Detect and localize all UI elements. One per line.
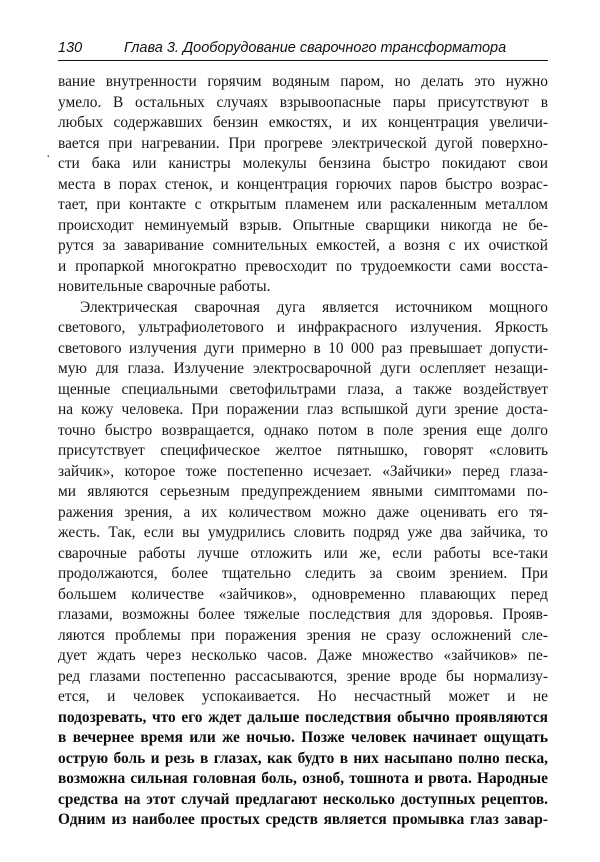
- text-line: на кожу человека. При поражении глаз вспышкой дуги зрение доста-: [58, 401, 548, 418]
- text-line: новительные сварочные работы.: [58, 278, 271, 295]
- text-line: происходит неминуемый взрыв. Опытные сварщики никогда не бе-: [58, 216, 548, 234]
- text-line: щенные специальными светофильтрами глаза, а также воздействует: [58, 380, 548, 398]
- text-line: вание внутренности горячим водяным паром, но делать это нужно: [58, 73, 548, 90]
- text-line: сти бака или канистры молекулы бензина быстро покидают свои: [58, 155, 548, 172]
- text-line: подозревать, что его ждет дальше последствия обычно проявляются: [58, 708, 548, 726]
- text-line: и пропаркой многократно превосходит по трудоемкости сами восста-: [58, 257, 548, 275]
- chapter-title: Глава 3. Дооборудование сварочного трансформатора: [124, 40, 507, 56]
- text-line: любых содержавших бензин емкостях, и их концентрация увеличи-: [58, 114, 548, 131]
- text-line: средства на этот случай предлагают несколько доступных рецептов.: [58, 790, 548, 808]
- text-line: в вечернее время или же ночью. Позже человек начинает ощущать: [58, 729, 548, 746]
- text-line: жесть. Так, если вы умудрились словить подряд уже два зайчика, то: [58, 524, 548, 541]
- text-line: сварочные работы лучше отложить или же, если работы все-таки: [58, 544, 548, 562]
- text-line: возможна сильная головная боль, озноб, тошнота и рвота. Народные: [58, 770, 548, 787]
- text-line: светового излучения дуги примерно в 10 000 раз превышает допусти-: [58, 339, 548, 357]
- text-line: продолжаются, более тщательно следить за своим зрением. При: [58, 565, 548, 582]
- text-line: ми являются серьезным предупреждением явными симптомами по-: [58, 483, 548, 500]
- text-line: мую для глаза. Излучение электросварочной дуги ослепляет незащи-: [58, 360, 548, 377]
- text-line: вается при нагревании. При прогреве электрической дугой поверхно-: [58, 134, 548, 152]
- margin-mark: ·: [46, 150, 51, 165]
- text-line: точно быстро возвращается, однако потом в поле зрения еще долго: [58, 421, 548, 439]
- text-line: зайчик», которое тоже постепенно исчезает. «Зайчики» перед глаза-: [58, 462, 548, 480]
- paragraph-2: [58, 298, 548, 831]
- text-line: умело. В остальных случаях взрывоопасные пары присутствуют в: [58, 93, 548, 111]
- text-line: рутся за заваривание сомнительных емкостей, а возня с их очисткой: [58, 237, 548, 254]
- text-line: места в порах стенок, и концентрация горючих паров быстро возрас-: [58, 175, 548, 193]
- header-rule: [58, 60, 548, 61]
- text-line: ред глазами постепенно рассасываются, зрение вроде бы нормализу-: [58, 667, 548, 685]
- text-line: большем количестве «зайчиков», одновременно плавающих перед: [58, 585, 548, 603]
- text-line: присутствует специфическое желтое пятнышко, говорят «словить: [58, 442, 548, 459]
- text-line: ражения зрения, а их количеством можно даже оценивать его тя-: [58, 503, 548, 521]
- body-text: [58, 72, 548, 831]
- text-line: ется, и человек успокаивается. Но несчастный может и не: [58, 688, 548, 705]
- text-line: Одним из наиболее простых средств является промывка глаз завар-: [58, 811, 548, 828]
- text-line: глазами, возможны более тяжелые последствия для здоровья. Прояв-: [58, 606, 548, 623]
- text-line: ляются проблемы при поражения зрения не сразу осложнений сле-: [58, 626, 548, 644]
- paragraph-1: [58, 72, 548, 298]
- page-number: 130: [58, 40, 83, 56]
- text-line: острую боль и резь в глазах, как будто в них насыпано полно песка,: [58, 749, 548, 767]
- text-line: светового, ультрафиолетового и инфракрасного излучения. Яркость: [58, 319, 548, 336]
- text-line: дует ждать через несколько часов. Даже множество «зайчиков» пе-: [58, 647, 548, 664]
- text-line: Электрическая сварочная дуга является источником мощного: [80, 298, 548, 316]
- running-header: [58, 38, 548, 58]
- text-line: тает, при контакте с открытым пламенем или раскаленным металлом: [58, 196, 548, 213]
